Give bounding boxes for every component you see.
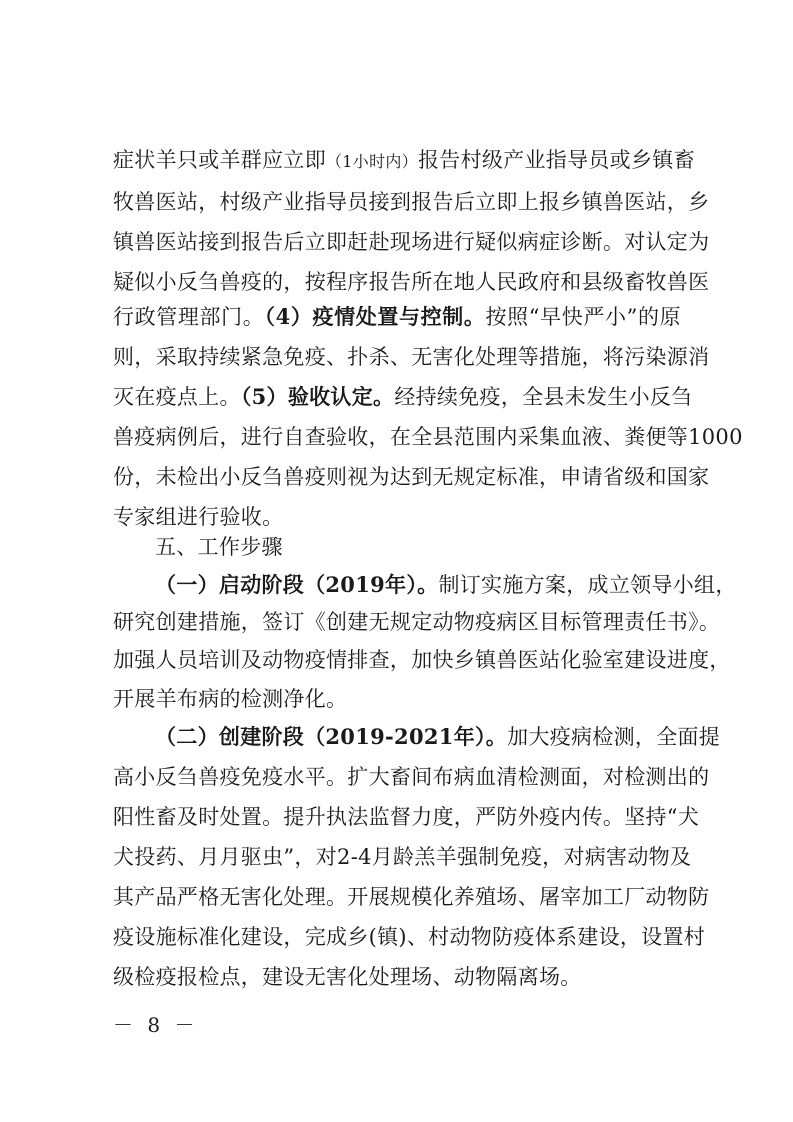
text-line-21: 疫设施标准化建设，完成乡(镇)、村动物防疫体系建设，设置村 <box>113 925 706 949</box>
text-line-17: 高小反刍兽疫免疫水平。扩大畜间布病血清检测面，对检测出的 <box>113 765 710 789</box>
text-line-1: 症状羊只或羊群应立即（1小时内）报告村级产业指导员或乡镇畜 <box>113 148 695 172</box>
text-line-10: 专家组进行验收。 <box>113 505 284 529</box>
text-line-13: 研究创建措施，签订《创建无规定动物疫病区目标管理责任书》。 <box>113 610 721 634</box>
text-line-5: 行政管理部门。（4）疫情处置与控制。按照“早快严小”的原 <box>113 304 681 329</box>
page-number: － 8 － <box>113 1013 199 1037</box>
text-line-7: 灭在疫点上。（5）验收认定。经持续免疫，全县未发生小反刍 <box>113 384 693 409</box>
text-line-19: 犬投药、月月驱虫”，对2-4月龄羔羊强制免疫，对病害动物及 <box>113 845 692 869</box>
text-line-6: 则，采取持续紧急免疫、扑杀、无害化处理等措施，将污染源消 <box>113 345 710 369</box>
section-heading: 五、工作步骤 <box>155 535 283 559</box>
text-line-14: 加强人员培训及动物疫情排查，加快乡镇兽医站化验室建设进度， <box>113 648 731 672</box>
text-line-16: （二）创建阶段（2019-2021年）。加大疫病检测，全面提 <box>155 724 721 749</box>
text-line-4: 疑似小反刍兽疫的，按程序报告所在地人民政府和县级畜牧兽医 <box>113 270 710 294</box>
text-line-20: 其产品严格无害化处理。开展规模化养殖场、屠宰加工厂动物防 <box>113 885 710 909</box>
text-line-18: 阳性畜及时处置。提升执法监督力度，严防外疫内传。坚持“犬 <box>113 805 700 829</box>
text-line-2: 牧兽医站，村级产业指导员接到报告后立即上报乡镇兽医站，乡 <box>113 190 710 214</box>
text-line-3: 镇兽医站接到报告后立即赶赴现场进行疑似病症诊断。对认定为 <box>113 230 710 254</box>
text-line-22: 级检疫报检点，建设无害化处理场、动物隔离场。 <box>113 965 582 989</box>
text-line-12: （一）启动阶段（2019年）。制订实施方案，成立领导小组， <box>155 572 737 597</box>
text-line-8: 兽疫病例后，进行自查验收，在全县范围内采集血液、粪便等1000 <box>113 425 743 449</box>
text-line-15: 开展羊布病的检测净化。 <box>113 687 348 711</box>
text-line-9: 份，未检出小反刍兽疫则视为达到无规定标准，申请省级和国家 <box>113 465 710 489</box>
